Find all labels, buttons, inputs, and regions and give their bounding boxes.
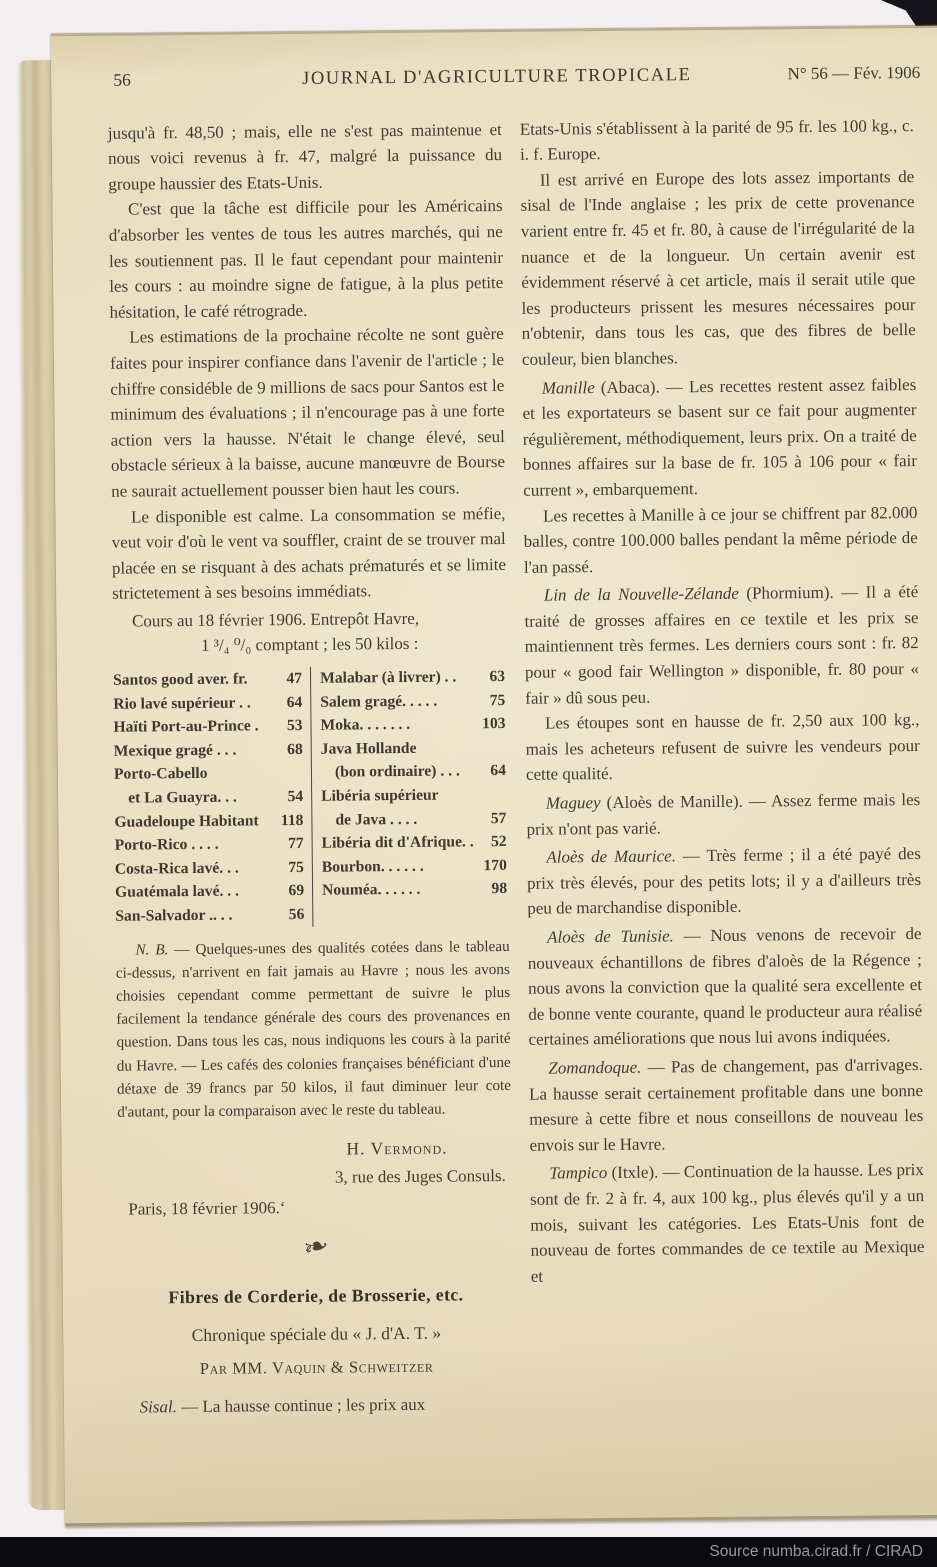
price-row-label: Porto-Cabello	[113, 765, 208, 784]
nb-lead: N. B.	[135, 940, 169, 959]
sisal-lead: Sisal.	[139, 1396, 177, 1417]
journal-title: JOURNAL D'AGRICULTURE TROPICALE	[302, 65, 692, 89]
signature-name: H. Vermond.	[346, 1137, 448, 1159]
price-row-value: 64	[490, 762, 507, 780]
paragraph-lead: Zomandoque.	[548, 1057, 642, 1078]
price-row	[322, 877, 507, 902]
price-row	[113, 714, 302, 739]
paragraph-lead: Manille	[541, 377, 595, 398]
paragraph-lead: Lin de la Nouvelle-Zélande	[543, 584, 740, 605]
source-attribution-text: Source numba.cirad.fr / CIRAD	[709, 1543, 923, 1560]
price-row-value: 52	[490, 833, 507, 851]
price-row	[115, 832, 304, 857]
price-row-spacer	[474, 830, 492, 854]
price-row-spacer	[456, 665, 489, 689]
signature-address: 3, rue des Juges Consuls.	[334, 1165, 506, 1187]
section-title: Fibres de Corderie, de Brosserie, etc.	[168, 1284, 464, 1308]
price-row-label: Libéria supérieur	[321, 786, 439, 805]
price-row-label: Moka. . . . . . .	[320, 716, 411, 735]
price-row-value: 75	[489, 691, 506, 709]
price-row	[115, 856, 304, 881]
floral-ornament-icon: ❧	[299, 1229, 332, 1264]
text-columns	[108, 113, 937, 1420]
page-number: 56	[113, 69, 131, 90]
price-row-label: (bon ordinaire) . . .	[334, 762, 460, 782]
price-row-spacer	[232, 903, 288, 927]
signature-place-date: Paris, 18 février 1906.‘	[128, 1197, 286, 1219]
price-row-spacer	[239, 856, 289, 880]
paragraph-lead: Aloès de Tunisie.	[547, 926, 674, 947]
paragraph	[108, 193, 503, 325]
price-row-spacer	[416, 736, 505, 760]
paragraph-text: (Abaca). — Les recettes restent assez faibles et les exportateurs se basent sur ce fait pour augmenter régulièrement, méthodiquement, leurs prix. On a traité de bonnes affaires sur la base de fr. 105 à 106 pour « fair current », embarquement.	[522, 374, 918, 500]
page-header	[113, 60, 920, 94]
price-row-label: San-Salvador .. . .	[115, 906, 233, 925]
paragraph	[527, 921, 922, 1053]
paragraph-text: (Itxle). — Continuation de la hausse. Les prix sont de fr. 2 à fr. 4, aux 100 kg., plus élevés qu'il y a un mois, suivant les catégories. Les Etats-Unis font de nouveau de fortes commandes de ce textile au Mexique et	[529, 1160, 925, 1286]
price-row-label: Nouméa. . . . . .	[322, 881, 421, 900]
paragraph	[526, 787, 920, 842]
price-row	[113, 691, 302, 716]
price-row	[322, 854, 507, 879]
price-row-spacer	[258, 714, 287, 738]
price-row-spacer	[247, 667, 286, 691]
price-row-spacer	[410, 712, 482, 736]
paragraph-text: Les étoupes sont en hausse de fr. 2,50 aux 100 kg., mais les acheteurs refusent de suivre les vendeurs pour cette qualité.	[525, 710, 920, 785]
price-row-spacer	[239, 879, 289, 903]
sisal-intro-paragraph	[120, 1390, 514, 1419]
price-row-label: Bourbon. . . . . .	[321, 857, 424, 876]
price-row	[113, 667, 302, 692]
price-row-spacer	[237, 785, 288, 809]
paragraph	[530, 1157, 925, 1289]
price-row	[115, 903, 304, 928]
sisal-text: — La hausse continue ; les prix aux	[176, 1394, 426, 1416]
cours-intro-line2: 1 ³/₄ ⁰/₀ comptant ; les 50 kilos :	[200, 634, 419, 656]
price-row	[114, 785, 303, 810]
price-row	[321, 736, 506, 761]
paragraph-text: — Pas de changement, pas d'arrivages. La hausse serait certainement profitable dans une bonne mesure à cette fibre et nous conseillons de nouveau les envois sur le Havre.	[528, 1054, 924, 1155]
price-row-label: Guadeloupe Habitant	[114, 811, 259, 831]
price-row-spacer	[460, 760, 491, 784]
price-row	[114, 738, 303, 763]
source-attribution-bar	[0, 1537, 937, 1567]
price-row-value: 68	[287, 740, 303, 758]
price-row-value: 54	[287, 787, 304, 806]
price-row	[320, 689, 505, 714]
paragraph-lead: Maguey	[545, 793, 601, 813]
paragraph-text: Les recettes à Manille à ce jour se chiffrent par 82.000 balles, contre 100.000 balles pendant la même période de l'an passé.	[523, 502, 918, 577]
paragraph-text: (Aloès de Manille). — Assez ferme mais les prix n'ont pas varié.	[526, 790, 921, 839]
price-row-value: 53	[286, 717, 303, 735]
price-row-value: 57	[490, 809, 507, 827]
paragraph	[108, 117, 503, 198]
price-table-left-column	[113, 667, 312, 928]
price-row	[321, 807, 506, 832]
paragraph-text: — Nous venons de recevoir de nouveaux échantillons de fibres d'aloès de la Régence ; nous avons la conviction que la qualité sera excellente et de bonne vente courante, quand le producteur aura réalisé certaines améliorations que nous lui avons indiquées.	[527, 923, 923, 1050]
price-row-spacer	[236, 738, 287, 762]
paragraph-text: Les estimations de la prochaine récolte ne sont guère faites pour inspirer confiance dans l'avenir de l'article ; le chiffre considéble de 9 millions de sacs pour Santos est le minimum des évaluations ; il n'encourage pas à une forte action vers la hausse. N'était le change élevé, seul obstacle sérieux à la baisse, aucune manœuvre de Bourse ne saurait actuellement pousser bien haut les cours.	[109, 324, 506, 501]
price-row-label: Costa-Rica lavé. . .	[114, 859, 239, 878]
price-row-label: de Java . . . .	[335, 810, 418, 829]
paragraph	[523, 500, 918, 581]
price-row-label: Haïti Port-au-Prince .	[113, 717, 259, 736]
price-row-label: Malabar (à livrer) . .	[319, 668, 457, 687]
paragraph	[520, 164, 916, 373]
price-row-label: Santos good aver. fr.	[112, 670, 248, 689]
price-row-value: 69	[288, 882, 305, 900]
journal-page	[51, 26, 937, 1526]
price-row	[321, 783, 506, 808]
price-row-label: Guatémala lavé. . .	[115, 882, 240, 902]
price-row	[114, 809, 303, 834]
price-row-label: et La Guayra. . .	[128, 788, 237, 807]
paragraph-text: C'est que la tâche est difficile pour les Américains d'absorber les ventes de tous les autres marchés, qui ne les soutiennent pas. Il le faut cependant pour maintenir les cours : au moindre signe de fatigue, à la plus petite hésitation, le café rétrograde.	[108, 196, 504, 322]
issue-label: N° 56 — Fév. 1906	[787, 62, 921, 84]
price-row-value: 47	[286, 669, 303, 688]
section-subtitle: Chronique spéciale du « J. d'A. T. »	[191, 1323, 442, 1346]
paragraph	[525, 707, 920, 788]
price-row-spacer	[424, 854, 484, 878]
nb-text: — Quelques-unes des qualités cotées dans le tableau ci-dessus, n'arrivent en fait jamais au Havre ; nous les avons choisies cependant comme permettant de suivre le plus facilement la tendance générale des cours des provenances en question. Dans tous les cas, nous indiquons les cours à la parité du Havre. — Les cafés des colonies françaises bénéficiant d'une détaxe de 39 francs par 50 kilos, il faut diminuer leur cote d'autant, pour la comparaison avec le reste du tableau.	[115, 937, 512, 1121]
paragraph	[527, 841, 922, 922]
price-row-label: Mexique gragé . . .	[113, 741, 237, 760]
coffee-price-table	[113, 665, 509, 928]
price-row-spacer	[417, 807, 491, 831]
price-row	[115, 879, 304, 904]
price-row-value: 118	[280, 811, 304, 829]
paragraph-text: Le disponible est calme. La consommation se méfie, veut voir d'où le vent va souffler, craint de se trouver mal placée en se risquant à des achats prématurés et se limite strictetement à ses besoins immédiats.	[111, 503, 507, 604]
right-column-paragraphs	[520, 113, 925, 1289]
paragraph	[110, 321, 506, 504]
price-row-label: Libéria dit d'Afrique. .	[321, 833, 474, 852]
paragraph	[522, 372, 917, 504]
paragraph	[524, 579, 919, 711]
page-content	[107, 60, 937, 1420]
price-row-spacer	[437, 689, 490, 713]
paragraph-lead: Aloès de Maurice.	[546, 846, 676, 867]
paragraph-text: (Phormium). — Il a été traité de grosses affaires en ce textile et les prix se maintiennent très fermes. Les derniers cours sont : fr. 82 pour « good fair Wellington » disponible, fr. 80 pour « fair » dû sous peu.	[524, 582, 920, 708]
price-row	[320, 712, 505, 737]
price-row-spacer	[207, 761, 303, 786]
price-table-right-column	[310, 665, 509, 926]
price-row-label: Rio lavé supérieur . .	[113, 694, 251, 713]
price-row-spacer	[218, 832, 288, 856]
price-row-spacer	[259, 809, 281, 833]
price-row	[321, 759, 506, 784]
price-row-value: 98	[491, 880, 508, 898]
price-row-label: Salem gragé. . . . .	[320, 692, 438, 711]
cours-intro-line1: Cours au 18 février 1906. Entrepôt Havre,	[131, 608, 420, 631]
price-row-value: 75	[288, 858, 304, 876]
paragraph-lead: Tampico	[549, 1163, 608, 1183]
nota-bene-note	[116, 935, 512, 1124]
price-row-label: Java Hollande	[320, 739, 417, 758]
price-row-value: 63	[489, 668, 506, 686]
left-column-paragraphs	[108, 117, 507, 607]
price-row	[320, 665, 505, 690]
price-row	[322, 830, 507, 855]
price-row-value: 103	[482, 715, 506, 733]
paragraph-text: — Très ferme ; il a été payé des prix très élevés, pour des petits lots; il y a d'ailleurs très peu de marchandise disponible.	[526, 844, 922, 919]
section-byline: Par MM. Vaquin & Schweitzer	[199, 1356, 434, 1378]
price-row-spacer	[251, 691, 287, 715]
price-row-value: 64	[286, 693, 303, 711]
price-row-spacer	[420, 878, 491, 902]
price-row-value: 56	[288, 905, 305, 924]
paragraph	[111, 500, 506, 606]
right-column	[520, 113, 926, 1416]
price-row	[114, 761, 303, 786]
price-row-label: Porto-Rico . . . .	[114, 835, 219, 854]
paragraph-text: Etats-Unis s'établissent à la parité de 95 fr. les 100 kg., c. i. f. Europe.	[519, 115, 914, 164]
paragraph	[520, 113, 914, 168]
paragraph-text: jusqu'à fr. 48,50 ; mais, elle ne s'est pas maintenue et nous voici revenus à fr. 47, malgré la puissance du groupe haussier des Etats-Unis.	[107, 119, 503, 194]
price-row-value: 170	[483, 856, 507, 875]
price-row-spacer	[438, 783, 506, 807]
left-column	[108, 117, 514, 1420]
price-row-value: 77	[287, 835, 304, 853]
paragraph-text: Il est arrivé en Europe des lots assez importants de sisal de l'Inde anglaise ; les prix de cette provenance varient entre fr. 45 et fr. 80, à cause de l'irrégularité de la nuance et de la longueur. Un certain avenir est évidemment réservé à cet article, mais il serait utile que les producteurs prissent les mesures nécessaires pour n'obtenir, dans tous les cas, que des fibres de belle couleur, bien blanches.	[520, 166, 916, 369]
paragraph	[529, 1052, 924, 1158]
